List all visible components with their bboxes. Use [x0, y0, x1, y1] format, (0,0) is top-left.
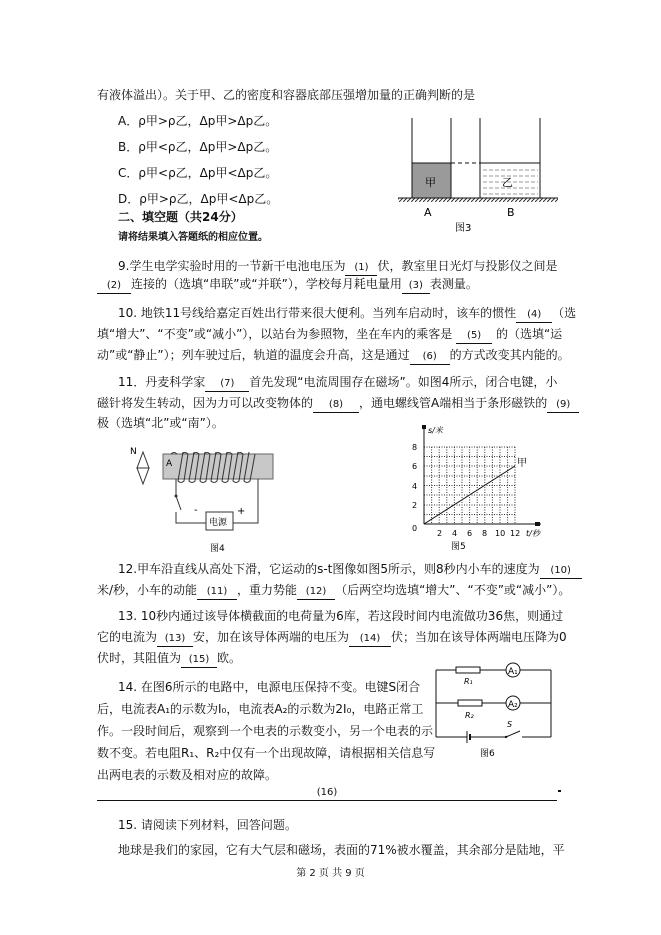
resistor-r1	[456, 667, 480, 673]
svg-text:2: 2	[437, 529, 443, 538]
option-text: ρ甲>ρ乙，Δp甲>Δp乙。	[138, 114, 278, 128]
period-mark	[558, 790, 561, 792]
option-label: A．	[118, 114, 139, 128]
q12-text: 12.甲车沿直线从高处下滑，它运动的s-t图像如图5所示，则8秒内小车的速度为	[118, 562, 540, 576]
q10-text: （选	[552, 306, 577, 320]
chart-grid	[424, 447, 515, 524]
option-label: B．	[118, 140, 139, 154]
q11-text: 11．丹麦科学家	[118, 375, 206, 389]
option-label: D．	[118, 192, 140, 206]
option-d	[118, 191, 278, 207]
section-instruction: 请将结果填入答题纸的相应位置。	[118, 232, 268, 243]
q13-text: 它的电流为	[97, 630, 158, 644]
figure-6-caption: 图6	[480, 749, 495, 759]
q12-text: （后两空均选填“增大”、“不变”或“减小”）。	[335, 583, 571, 597]
q14-line1: 14. 在图6所示的电路中，电源电压保持不变。电键S闭合	[118, 680, 421, 694]
plus-terminal: +	[237, 506, 246, 517]
q14-line5: 出两电表的示数及相对应的故障。	[97, 768, 278, 782]
svg-text:6: 6	[412, 462, 418, 471]
r1-label: R₁	[464, 677, 473, 686]
y-axis-label: s/米	[428, 426, 443, 435]
svg-text:4: 4	[452, 529, 458, 538]
solid-label: 甲	[425, 176, 436, 189]
answer-blank-4[interactable]: (4)	[516, 308, 552, 323]
q10-text: 填“增大”、“不变”或“减小”），以站台为参照物，坐在车内的乘客是	[97, 327, 453, 341]
q13-line2	[97, 629, 567, 647]
figure-5-chart	[395, 425, 555, 555]
svg-text:6: 6	[467, 529, 473, 538]
q12-text: ，重力势能	[237, 583, 298, 597]
q10-text: 的（选填“运	[495, 327, 563, 341]
q9-text: 伏，教室里日光灯与投影仪之间是	[377, 259, 558, 273]
q12-text: 米/秒，小车的动能	[97, 583, 198, 597]
q9-text: 表测量。	[429, 277, 478, 291]
q14-line3: 作。一段时间后，观察到一个电表的示数变小，另一个电表的示	[97, 724, 434, 738]
option-text: ρ甲>ρ乙，Δp甲<Δp乙。	[139, 192, 279, 206]
svg-text:10: 10	[495, 529, 506, 538]
option-text: ρ甲<ρ乙，Δp甲>Δp乙。	[138, 140, 278, 154]
q11-text: 磁针将发生转动，因为力可以改变物体的	[97, 396, 314, 410]
q11-line1	[118, 374, 557, 392]
power-source-label: 电源	[209, 518, 228, 528]
option-b	[118, 139, 277, 155]
q13-text: 伏；当加在该导体两端电压降为0	[391, 630, 567, 644]
r2-label: R₂	[465, 711, 474, 720]
q13-line3	[97, 650, 241, 668]
label-a: A	[424, 206, 432, 219]
option-c	[118, 165, 277, 181]
answer-blank-3[interactable]: (3)	[402, 279, 430, 294]
liquid-label: 乙	[502, 176, 513, 189]
q11-line3: 极（选填“北”或“南”）。	[97, 416, 224, 430]
answer-blank-16[interactable]: (16)	[97, 786, 557, 801]
q13-text: 伏时，其阻值为	[97, 651, 182, 665]
answer-blank-6[interactable]: (6)	[410, 350, 450, 365]
q11-text: 首先发现“电流周围存在磁场”。如图4所示，闭合电键，小	[249, 375, 558, 389]
q11-text: ，通电螺线管A端相当于条形磁铁的	[359, 396, 548, 410]
ammeter-a1-label: A₁	[508, 667, 518, 677]
answer-blank-2[interactable]: (2)	[97, 279, 131, 294]
q10-text: 动”或“静止”）；列车驶过后，轨道的温度会升高，这是通过	[97, 348, 410, 362]
solenoid-end-a: A	[166, 459, 173, 469]
figure-4	[110, 430, 290, 560]
section-title: 二、填空题（共24分）	[118, 210, 243, 224]
q10-text: 10. 地铁11号线给嘉定百姓出行带来很大便利。当列车启动时，该车的惯性	[118, 306, 517, 320]
figure-5-caption: 图5	[451, 542, 466, 552]
figure-6	[425, 655, 565, 765]
answer-blank-10[interactable]: (10)	[540, 564, 582, 579]
figure-4-caption: 图4	[210, 544, 225, 554]
q14-line4: 数不变。若电阻R₁、R₂中仅有一个出现故障，请根据相关信息写	[97, 746, 436, 760]
answer-blank-8[interactable]: (8)	[313, 398, 359, 413]
intro-line: 有液体溢出）。关于甲、乙的密度和容器底部压强增加量的正确判断的是	[97, 88, 476, 102]
svg-text:0: 0	[412, 524, 418, 533]
answer-blank-1[interactable]: (1)	[345, 261, 377, 276]
q12-line2	[97, 582, 570, 600]
q10-line3	[97, 347, 570, 365]
answer-blank-5[interactable]: (5)	[456, 329, 492, 344]
q11-line2	[97, 395, 579, 413]
figure-3-caption: 图3	[455, 223, 472, 234]
svg-text:8: 8	[412, 443, 418, 452]
switch-label: S	[507, 720, 513, 729]
x-ticks	[437, 529, 520, 538]
page-footer: 第 2 页 共 9 页	[296, 868, 365, 879]
q15-text: 地球是我们的家园，它有大气层和磁场，表面的71%被水覆盖，其余部分是陆地，平	[118, 843, 565, 857]
svg-text:8: 8	[482, 529, 488, 538]
label-b: B	[507, 206, 515, 219]
option-text: ρ甲<ρ乙，Δp甲<Δp乙。	[138, 166, 278, 180]
q9-text: 连接的（选填“串联”或“并联”），学校每月耗电量用	[131, 277, 402, 291]
answer-blank-11[interactable]: (11)	[197, 585, 237, 600]
minus-terminal: -	[194, 505, 198, 516]
answer-blank-15[interactable]: (15)	[181, 653, 217, 668]
q9-line1	[118, 258, 557, 276]
q10-text: 的方式改变其内能的。	[449, 348, 570, 362]
q9-line2	[97, 276, 478, 294]
figure-3	[395, 110, 560, 235]
q13-text: 欧。	[217, 651, 242, 665]
option-a	[118, 113, 277, 129]
x-axis-label: t/秒	[526, 529, 540, 538]
resistor-r2	[458, 700, 482, 706]
svg-text:4: 4	[412, 482, 418, 491]
needle-n-label: N	[130, 447, 137, 457]
answer-blank-9[interactable]: (9)	[547, 398, 579, 413]
answer-blank-7[interactable]: (7)	[205, 377, 249, 392]
q13-text: 安，加在该导体两端的电压为	[193, 630, 350, 644]
answer-blank-13[interactable]: (13)	[157, 632, 193, 647]
q13-line1: 13. 10秒内通过该导体横截面的电荷量为6库，若这段时间内电流做功36焦，则通过	[118, 609, 564, 623]
series-label: 甲	[517, 458, 527, 469]
q15-title: 15. 请阅读下列材料，回答问题。	[118, 818, 297, 832]
q10-line2	[97, 326, 562, 344]
switch-s	[506, 731, 520, 737]
q14-line2: 后，电流表A₁的示数为I₀，电流表A₂的示数为2I₀，电路正常工	[97, 702, 424, 716]
answer-blank-14[interactable]: (14)	[349, 632, 391, 647]
svg-text:12: 12	[510, 529, 521, 538]
q12-line1	[118, 561, 582, 579]
q9-text: 9.学生电学实验时用的一节新干电池电压为	[118, 259, 346, 273]
compass-needle-icon	[137, 452, 149, 484]
y-ticks	[412, 443, 417, 533]
q10-line1	[118, 305, 576, 323]
option-label: C．	[118, 166, 139, 180]
answer-blank-12[interactable]: (12)	[297, 585, 335, 600]
ammeter-a2-label: A₂	[508, 700, 518, 710]
svg-text:2: 2	[412, 501, 418, 510]
